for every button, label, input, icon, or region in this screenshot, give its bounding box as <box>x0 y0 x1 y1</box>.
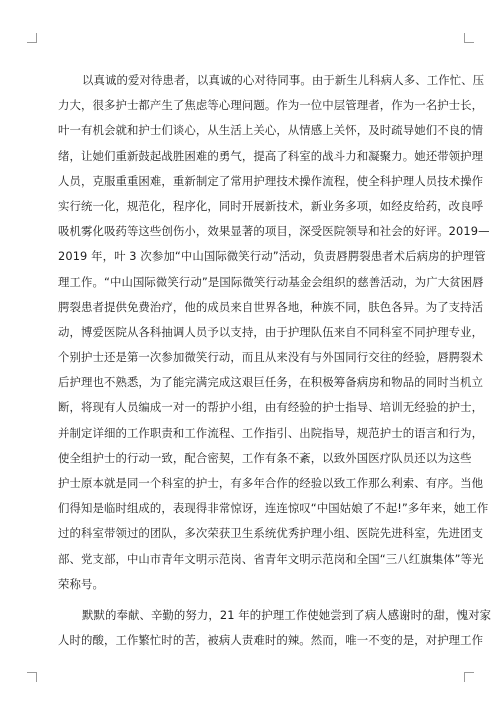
text-line: 叶一有机会就和护士们谈心，从生活上关心，从情感上关怀，及时疏导她们不良的情 <box>58 123 484 138</box>
text-line: 个别护士还是第一次参加微笑行动，而且从来没有与外国同行交往的经验，唇腭裂术 <box>58 350 484 365</box>
text-line: 并制定详细的工作职责和工作流程、工作指引、出院指导，规范护士的语言和行为， <box>58 425 484 440</box>
text-line: 们得知是临时组成的，表现得非常惊讶，连连惊叹“中国姑娘了不起!”多年来，她工作 <box>58 501 489 516</box>
text-line: 过的科室带领过的团队，多次荣获卫生系统优秀护理小组、医院先进科室，先进团支 <box>58 526 484 541</box>
text-line: 实行统一化，规范化，程序化，同时开展新技术，新业务多项，如经皮给药，改良呼 <box>58 198 484 213</box>
crop-mark-bottom-right <box>464 672 474 682</box>
text-line: 使全组护士的行动一致，配合密契，工作有条不紊，以致外国医疗队员还以为这些 <box>58 450 472 465</box>
crop-mark-bottom-left <box>27 672 37 682</box>
text-line: 绪，让她们重新鼓起战胜困难的勇气，提高了科室的战斗力和凝聚力。她还带领护理 <box>58 148 484 163</box>
text-line: 2019 年，叶 3 次参加“中山国际微笑行动”活动，负责唇腭裂患者术后病房的护理管 <box>58 249 486 264</box>
text-line: 以真诚的爱对待患者，以真诚的心对待同事。由于新生儿科病人多、工作忙、压 <box>82 73 485 87</box>
text-line: 腭裂患者提供免费治疗，他的成员来自世界各地，种族不同，肤色各异。为了支持活 <box>58 299 484 314</box>
text-line: 护士原本就是同一个科室的护士，有多年合作的经验以致工作那么利索、有序。当他 <box>58 476 484 490</box>
text-line: 人员，克服重重困难，重新制定了常用护理技术操作流程，使全科护理人员技术操作 <box>58 173 484 188</box>
text-line: 理工作。“中山国际微笑行动”是国际微笑行动基金会组织的慈善活动，为广大贫困唇 <box>58 274 484 289</box>
paragraph-1 <box>58 68 490 597</box>
text-line: 吸机雾化吸药等这些创伤小，效果显著的项目，深受医院领导和社会的好评。2019— <box>58 224 490 239</box>
crop-mark-top-right <box>464 33 474 43</box>
paragraph-2 <box>58 603 492 653</box>
text-line: 力大，很多护士都产生了焦虑等心理问题。作为一位中层管理者，作为一名护士长， <box>58 98 484 113</box>
text-line: 断，将现有人员编成一对一的帮护小组，由有经验的护士指导、培训无经验的护士， <box>58 400 484 415</box>
crop-mark-top-left <box>27 33 37 43</box>
text-line: 后护理也不熟悉，为了能完满完成这艰巨任务，在积极筹备病房和物品的同时当机立 <box>58 375 484 390</box>
text-line: 荣称号。 <box>58 576 104 591</box>
text-line: 默默的奉献、辛勤的努力，21 年的护理工作使她尝到了病人感谢时的甜，愧对家 <box>82 607 492 622</box>
text-line: 动，博爱医院从各科抽调人员予以支持，由于护理队伍来自不同科室不同护理专业， <box>58 324 484 339</box>
text-line: 部、党支部，中山市青年文明示范岗、省青年文明示范岗和全国“三八红旗集体”等光 <box>58 551 484 566</box>
document-body <box>58 68 492 653</box>
text-line: 人时的酸，工作繁忙时的苦，被病人责难时的辣。然而，唯一不变的是，对护理工作 <box>58 633 484 648</box>
